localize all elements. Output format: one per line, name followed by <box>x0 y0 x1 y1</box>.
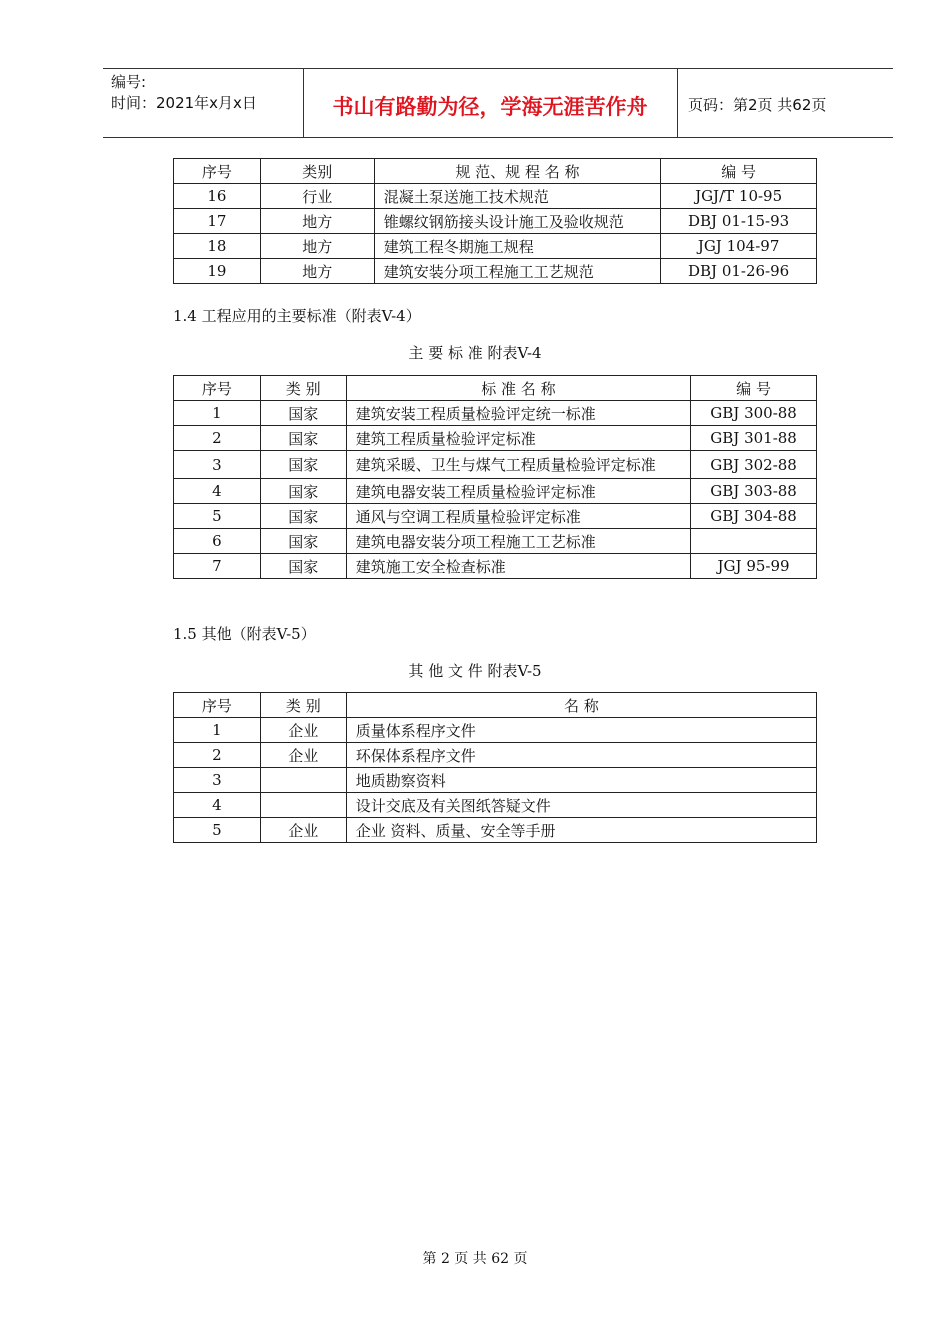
col-header-name: 规 范、规 程 名 称 <box>374 159 661 184</box>
cell-category: 国家 <box>260 504 346 529</box>
table-caption-v4: 主 要 标 准 附表V-4 <box>408 344 542 362</box>
table-row <box>174 184 817 209</box>
cell-name: 建筑安装工程质量检验评定统一标准 <box>346 401 690 426</box>
col-header-code: 编 号 <box>661 159 817 184</box>
cell-category: 国家 <box>260 451 346 479</box>
table-row <box>174 718 817 743</box>
col-header-index: 序号 <box>174 693 261 718</box>
cell-name: 混凝土泵送施工技术规范 <box>374 184 661 209</box>
col-header-index: 序号 <box>174 376 261 401</box>
cell-name: 建筑采暖、卫生与煤气工程质量检验评定标准 <box>346 451 690 479</box>
cell-name: 地质勘察资料 <box>346 768 816 793</box>
cell-index: 1 <box>174 401 261 426</box>
table-row <box>174 451 817 479</box>
cell-index: 7 <box>174 554 261 579</box>
page-header <box>103 68 893 138</box>
cell-category: 国家 <box>260 401 346 426</box>
cell-name: 建筑施工安全检查标准 <box>346 554 690 579</box>
cell-code: GBJ 301-88 <box>691 426 817 451</box>
cell-category: 国家 <box>260 529 346 554</box>
cell-category: 企业 <box>260 818 346 843</box>
cell-category: 企业 <box>260 743 346 768</box>
cell-index: 18 <box>174 234 261 259</box>
col-header-code: 编 号 <box>691 376 817 401</box>
motto: 书山有路勤为径，学海无涯苦作舟 <box>332 95 648 119</box>
table-row <box>174 793 817 818</box>
table-row <box>174 504 817 529</box>
cell-name: 通风与空调工程质量检验评定标准 <box>346 504 690 529</box>
cell-code: GBJ 302-88 <box>691 451 817 479</box>
page-info: 页码：第2页 共62页 <box>688 96 827 114</box>
number-label: 编号: <box>111 73 147 91</box>
cell-code: JGJ 95-99 <box>691 554 817 579</box>
table-row <box>174 529 817 554</box>
cell-index: 2 <box>174 743 261 768</box>
cell-index: 2 <box>174 426 261 451</box>
cell-code: DBJ 01-15-93 <box>661 209 817 234</box>
cell-category: 行业 <box>260 184 374 209</box>
col-header-category: 类 别 <box>260 693 346 718</box>
table-row <box>174 743 817 768</box>
cell-index: 4 <box>174 793 261 818</box>
cell-code: JGJ/T 10-95 <box>661 184 817 209</box>
cell-name: 质量体系程序文件 <box>346 718 816 743</box>
col-header-name: 标 准 名 称 <box>346 376 690 401</box>
table-row <box>174 479 817 504</box>
cell-category: 国家 <box>260 554 346 579</box>
page-footer: 第 2 页 共 62 页 <box>422 1251 528 1267</box>
cell-code: GBJ 300-88 <box>691 401 817 426</box>
cell-index: 3 <box>174 451 261 479</box>
cell-category: 地方 <box>260 259 374 284</box>
cell-category: 国家 <box>260 426 346 451</box>
cell-code: GBJ 303-88 <box>691 479 817 504</box>
cell-name: 建筑工程质量检验评定标准 <box>346 426 690 451</box>
header-left-cell <box>103 69 304 137</box>
other-documents-table <box>173 692 817 843</box>
cell-name: 企业 资料、质量、安全等手册 <box>346 818 816 843</box>
cell-name: 设计交底及有关图纸答疑文件 <box>346 793 816 818</box>
standards-table <box>173 375 817 579</box>
table-header-row <box>174 693 817 718</box>
col-header-name: 名 称 <box>346 693 816 718</box>
cell-index: 16 <box>174 184 261 209</box>
regulations-table <box>173 158 817 284</box>
header-page-cell <box>678 69 893 137</box>
cell-code: DBJ 01-26-96 <box>661 259 817 284</box>
cell-category <box>260 793 346 818</box>
table-row <box>174 209 817 234</box>
time-label: 时间：2021年x月x日 <box>111 94 257 112</box>
table-row <box>174 818 817 843</box>
cell-category: 地方 <box>260 209 374 234</box>
section-heading-1-4: 1.4 工程应用的主要标准（附表V-4） <box>173 307 421 325</box>
cell-category: 企业 <box>260 718 346 743</box>
cell-code <box>691 529 817 554</box>
table-row <box>174 234 817 259</box>
cell-category: 国家 <box>260 479 346 504</box>
cell-name: 建筑安装分项工程施工工艺规范 <box>374 259 661 284</box>
col-header-category: 类 别 <box>260 376 346 401</box>
cell-index: 4 <box>174 479 261 504</box>
section-heading-1-5: 1.5 其他（附表V-5） <box>173 625 316 643</box>
cell-name: 建筑工程冬期施工规程 <box>374 234 661 259</box>
table-row <box>174 426 817 451</box>
table-row <box>174 401 817 426</box>
col-header-category: 类别 <box>260 159 374 184</box>
table-caption-v5: 其 他 文 件 附表V-5 <box>408 662 542 680</box>
cell-code: JGJ 104-97 <box>661 234 817 259</box>
cell-index: 5 <box>174 818 261 843</box>
cell-index: 6 <box>174 529 261 554</box>
cell-index: 3 <box>174 768 261 793</box>
cell-name: 建筑电器安装工程质量检验评定标准 <box>346 479 690 504</box>
cell-index: 1 <box>174 718 261 743</box>
cell-index: 5 <box>174 504 261 529</box>
cell-index: 19 <box>174 259 261 284</box>
table-row <box>174 554 817 579</box>
cell-category <box>260 768 346 793</box>
table-row <box>174 259 817 284</box>
table-header-row <box>174 159 817 184</box>
header-motto-cell <box>303 69 678 137</box>
cell-category: 地方 <box>260 234 374 259</box>
cell-name: 建筑电器安装分项工程施工工艺标准 <box>346 529 690 554</box>
col-header-index: 序号 <box>174 159 261 184</box>
table-header-row <box>174 376 817 401</box>
cell-name: 锥螺纹钢筋接头设计施工及验收规范 <box>374 209 661 234</box>
cell-code: GBJ 304-88 <box>691 504 817 529</box>
cell-index: 17 <box>174 209 261 234</box>
table-row <box>174 768 817 793</box>
cell-name: 环保体系程序文件 <box>346 743 816 768</box>
